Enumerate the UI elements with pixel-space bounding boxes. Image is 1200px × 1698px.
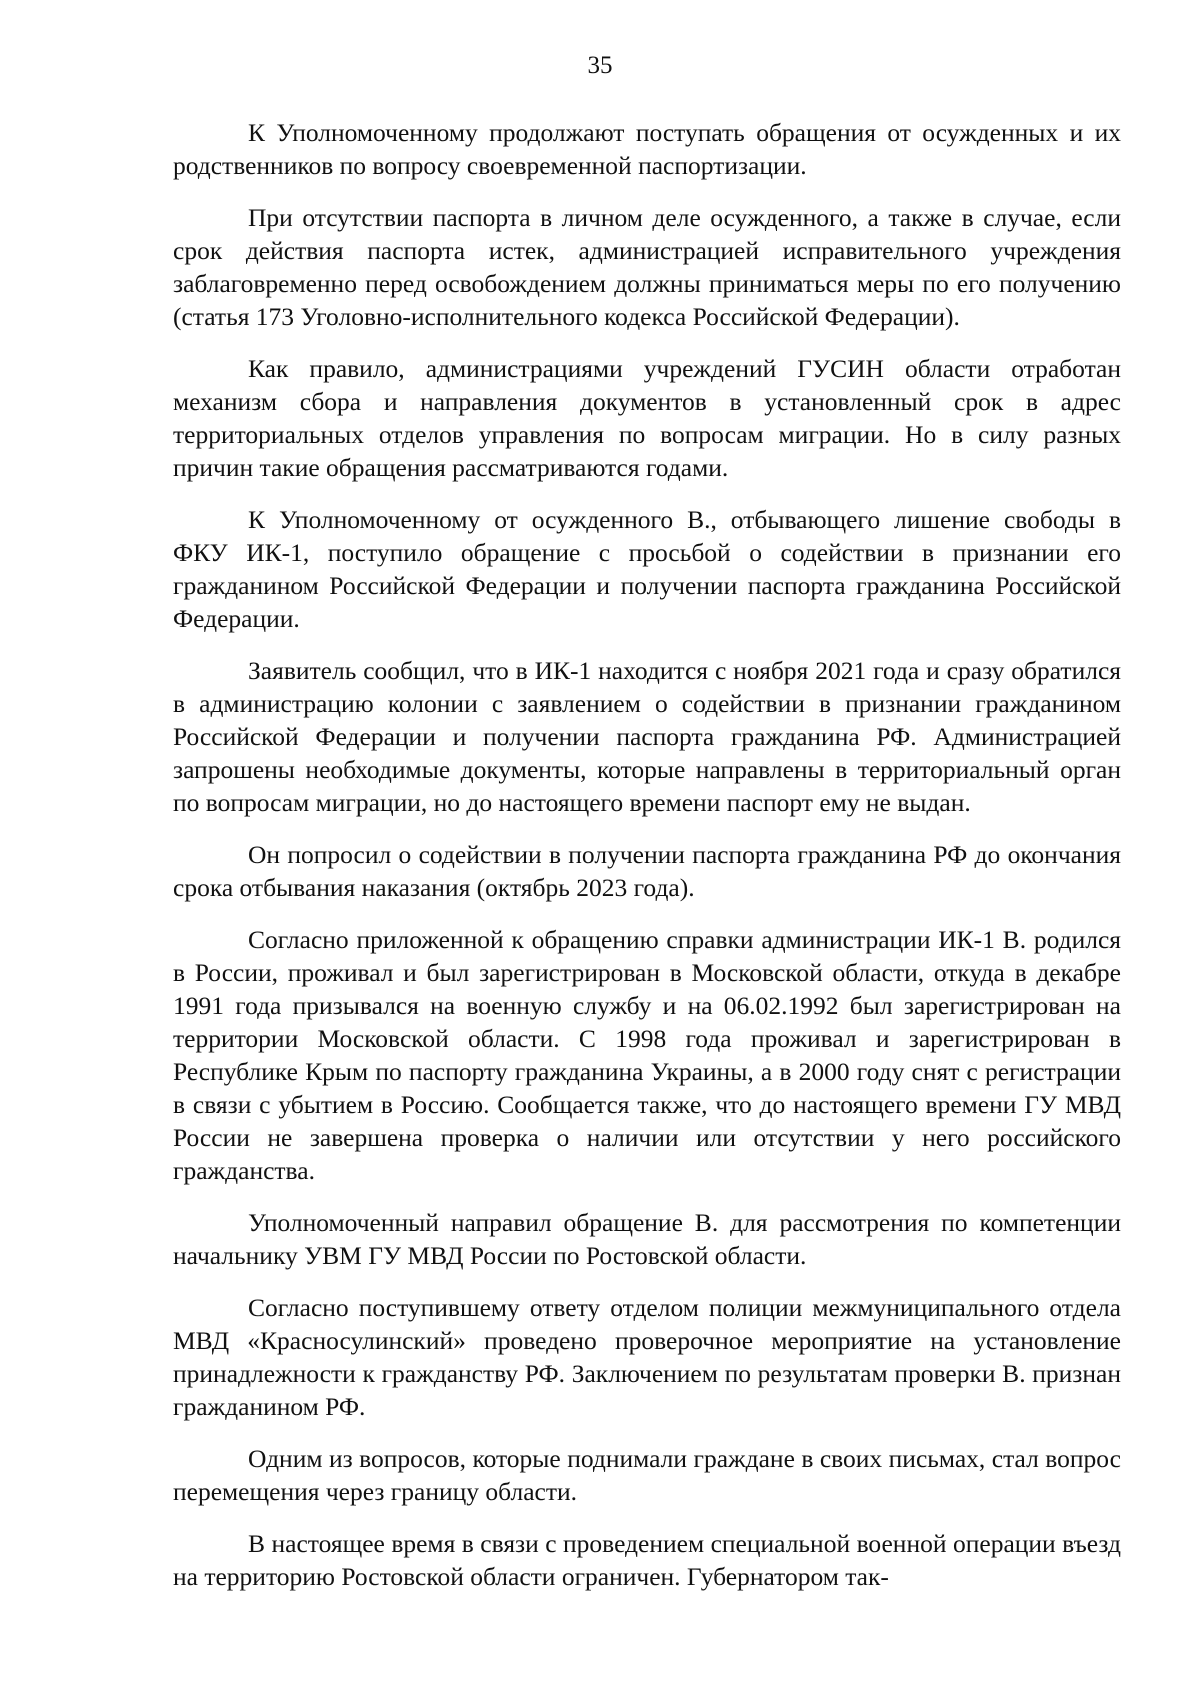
- paragraph: Заявитель сообщил, что в ИК-1 находится с ноября 2021 года и сразу обратился в администрацию колонии с заявлением о содействии в признании гражданином Российской Федерации и получении паспорта гражданина РФ. Администрацией запрошены необходимые документы, которые направлены в территориальный орган по вопросам миграции, но до настоящего времени паспорт ему не выдан.: [173, 656, 1121, 817]
- paragraph: Согласно приложенной к обращению справки администрации ИК-1 В. родился в России, проживал и был зарегистрирован в Московской области, откуда в декабре 1991 года призывался на военную службу и на 06.02.1992 был зарегистрирован на территории Московской области. С 1998 года проживал и зарегистрирован в Республике Крым по паспорту гражданина Украины, а в 2000 году снят с регистрации в связи с убытием в Россию. Сообщается также, что до настоящего времени ГУ МВД России не завершена проверка о наличии или отсутствии у него российского гражданства.: [173, 925, 1121, 1185]
- document-body: [173, 116, 1121, 1593]
- page-number: 35: [587, 52, 613, 79]
- paragraph: Уполномоченный направил обращение В. для рассмотрения по компетенции начальнику УВМ ГУ МВД России по Ростовской области.: [173, 1208, 1121, 1270]
- paragraph: К Уполномоченному продолжают поступать обращения от осужденных и их родственников по вопросу своевременной паспортизации.: [173, 118, 1121, 180]
- paragraph: Согласно поступившему ответу отделом полиции межмуниципального отдела МВД «Красносулинский» проведено проверочное мероприятие на установление принадлежности к гражданству РФ. Заключением по результатам проверки В. признан гражданином РФ.: [173, 1293, 1121, 1421]
- paragraph: Одним из вопросов, которые поднимали граждане в своих письмах, стал вопрос перемещения через границу области.: [173, 1444, 1121, 1506]
- paragraph: К Уполномоченному от осужденного В., отбывающего лишение свободы в ФКУ ИК-1, поступило обращение с просьбой о содействии в признании его гражданином Российской Федерации и получении паспорта гражданина Российской Федерации.: [173, 505, 1121, 633]
- paragraph: Он попросил о содействии в получении паспорта гражданина РФ до окончания срока отбывания наказания (октябрь 2023 года).: [173, 840, 1121, 902]
- paragraph: Как правило, администрациями учреждений ГУСИН области отработан механизм сбора и направления документов в установленный срок в адрес территориальных отделов управления по вопросам миграции. Но в силу разных причин такие обращения рассматриваются годами.: [173, 354, 1121, 482]
- paragraph: В настоящее время в связи с проведением специальной военной операции въезд на территорию Ростовской области ограничен. Губернатором так-: [173, 1529, 1121, 1591]
- paragraph: При отсутствии паспорта в личном деле осужденного, а также в случае, если срок действия паспорта истек, администрацией исправительного учреждения заблаговременно перед освобождением должны приниматься меры по его получению (статья 173 Уголовно-исполнительного кодекса Российской Федерации).: [173, 203, 1121, 331]
